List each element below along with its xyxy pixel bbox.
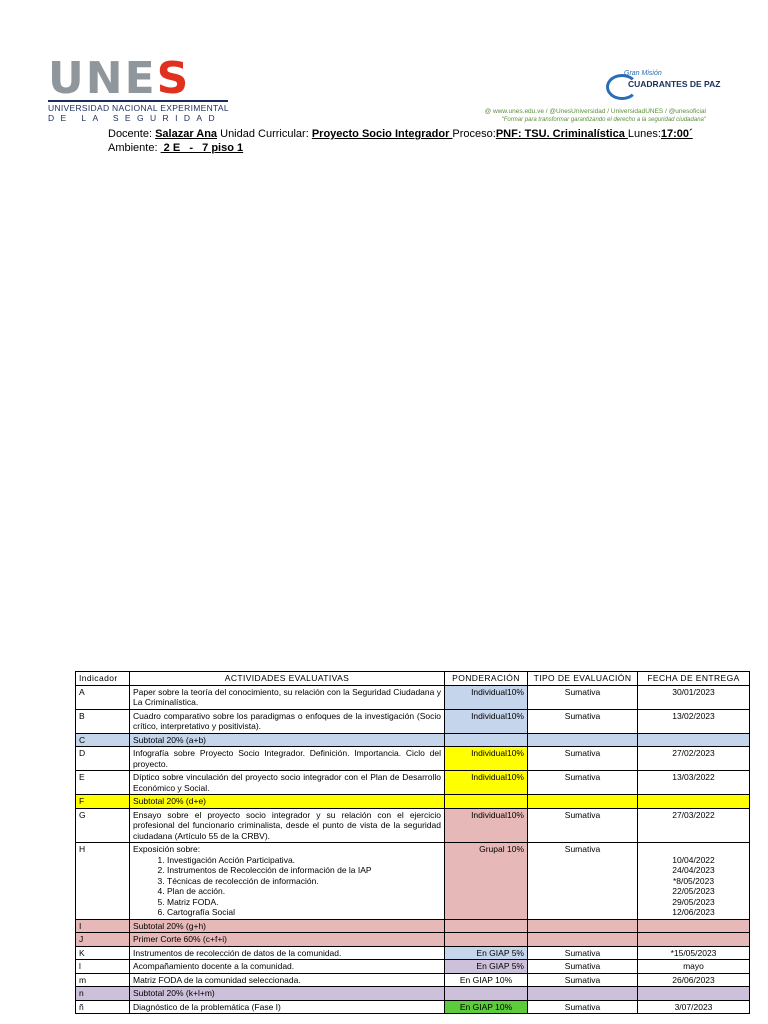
cell-actividad: Subtotal 20% (d+e)	[130, 795, 445, 809]
cell-tipo: Sumativa	[528, 946, 638, 960]
ambiente-value: 2 E - 7 piso 1	[160, 142, 244, 154]
cuadrantes-de-paz-logo	[606, 66, 721, 98]
cell-actividad: Instrumentos de recolección de datos de la comunidad.	[130, 946, 445, 960]
cell-actividad: Acompañamiento docente a la comunidad.	[130, 960, 445, 974]
subtotal-row	[76, 795, 750, 809]
cell-actividad: Diagnóstico de la problemática (Fase I)	[130, 1000, 445, 1014]
evaluation-table	[75, 671, 750, 1014]
unidad-value: Proyecto Socio Integrador	[311, 128, 453, 140]
subtotal-row	[76, 987, 750, 1001]
cell-ponderacion: Individual10%	[445, 709, 528, 733]
table-row	[76, 771, 750, 795]
logo-letter-s: S	[156, 53, 191, 104]
cell-indicador: C	[76, 733, 130, 747]
cell-tipo: Sumativa	[528, 685, 638, 709]
cell-indicador: B	[76, 709, 130, 733]
cell-indicador: A	[76, 685, 130, 709]
logo-cuadrantes: CUADRANTES DE PAZ	[628, 79, 721, 89]
ambiente-label: Ambiente:	[108, 142, 161, 154]
cell-actividad: Subtotal 20% (a+b)	[130, 733, 445, 747]
lunes-value: 17:00´	[660, 128, 693, 140]
cell-actividad: Subtotal 20% (k+l+m)	[130, 987, 445, 1001]
cell-fecha: 27/03/2022	[638, 808, 750, 843]
date-item: *8/05/2023	[672, 875, 715, 886]
table-row	[76, 960, 750, 974]
exposicion-list	[133, 855, 441, 918]
cell-actividad: Subtotal 20% (g+h)	[130, 919, 445, 933]
cell-indicador: D	[76, 747, 130, 771]
table-row	[76, 808, 750, 843]
exposicion-title: Exposición sobre:	[133, 844, 201, 854]
logo-letter-e: E	[124, 53, 157, 104]
cell-fecha: *15/05/2023	[638, 946, 750, 960]
cell-fecha: 26/06/2023	[638, 973, 750, 987]
cell-ponderacion: En GIAP 5%	[445, 960, 528, 974]
cell-ponderacion: Individual10%	[445, 747, 528, 771]
date-item: 24/04/2023	[672, 865, 715, 875]
cell-tipo: Sumativa	[528, 771, 638, 795]
table-row	[76, 709, 750, 733]
list-item: 2. Instrumentos de Recolección de información de la IAP	[167, 865, 441, 876]
subtotal-row	[76, 733, 750, 747]
date-item: 22/05/2023	[672, 886, 715, 896]
cell-ponderacion: En GIAP 10%	[445, 1000, 528, 1014]
cell-ponderacion: En GIAP 10%	[445, 973, 528, 987]
unes-logo-wordmark	[48, 53, 228, 104]
cell-fecha: 3/07/2023	[638, 1000, 750, 1014]
cell-actividad: Cuadro comparativo sobre los paradigmas o enfoques de la investigación (Socio crítico, interpretativo y positivista).	[130, 709, 445, 733]
list-item: 1. Investigación Acción Participativa.	[167, 855, 441, 866]
cell-indicador: n	[76, 987, 130, 1001]
cell-fecha: 13/02/2023	[638, 709, 750, 733]
cell-ponderacion: Individual10%	[445, 808, 528, 843]
docente-value: Salazar Ana	[155, 128, 218, 140]
cell-actividad: Matriz FODA de la comunidad seleccionada.	[130, 973, 445, 987]
cell-fecha: 30/01/2023	[638, 685, 750, 709]
cell-ponderacion: En GIAP 5%	[445, 946, 528, 960]
cell-indicador: F	[76, 795, 130, 809]
table-row	[76, 843, 750, 920]
header-fecha: FECHA DE ENTREGA	[638, 672, 750, 686]
unes-logo	[48, 53, 229, 123]
table-row	[76, 1000, 750, 1014]
date-item: 10/04/2022	[672, 854, 715, 865]
logo-gran-mision: Gran Misión	[624, 70, 662, 77]
cell-indicador: H	[76, 843, 130, 920]
proceso-label: Proceso:	[452, 128, 496, 140]
cell-actividad: Paper sobre la teoría del conocimiento, su relación con la Seguridad Ciudadana y La Criminalística.	[130, 685, 445, 709]
cell-tipo: Sumativa	[528, 709, 638, 733]
logo-university-subtitle: DE LA SEGURIDAD	[48, 113, 221, 123]
cell-tipo: Sumativa	[528, 808, 638, 843]
table-row	[76, 973, 750, 987]
cell-fecha: mayo	[638, 960, 750, 974]
cell-indicador: E	[76, 771, 130, 795]
table-row	[76, 747, 750, 771]
table-row	[76, 685, 750, 709]
cell-indicador: K	[76, 946, 130, 960]
logo-university-name: UNIVERSIDAD NACIONAL EXPERIMENTAL	[48, 100, 228, 113]
lunes-label: Lunes:	[627, 128, 661, 140]
cell-indicador: m	[76, 973, 130, 987]
cell-indicador: l	[76, 960, 130, 974]
list-item: 4. Plan de acción.	[167, 886, 441, 897]
header-ponderacion: PONDERACIÓN	[445, 672, 528, 686]
cell-fecha: 13/03/2022	[638, 771, 750, 795]
slogan: "Formar para transformar garantizando el derecho a la seguridad ciudadana"	[501, 117, 706, 123]
subtotal-row	[76, 919, 750, 933]
cell-actividad: Primer Corte 60% (c+f+i)	[130, 933, 445, 947]
header-line-1	[108, 128, 693, 140]
cell-tipo: Sumativa	[528, 973, 638, 987]
unidad-label: Unidad Curricular:	[217, 128, 312, 140]
cell-indicador: ñ	[76, 1000, 130, 1014]
cell-indicador: G	[76, 808, 130, 843]
cell-tipo: Sumativa	[528, 960, 638, 974]
list-item: 5. Matriz FODA.	[167, 897, 441, 908]
cell-actividad: Ensayo sobre el proyecto socio integrador y su relación con el ejercicio profesional del funcionario criminalista, desde el punto de vista de la seguridad ciudadana (Artículo 55 de la CRBV).	[130, 808, 445, 843]
cell-ponderacion: Individual10%	[445, 685, 528, 709]
corte-row	[76, 933, 750, 947]
cell-actividad	[130, 843, 445, 920]
social-links: @ www.unes.edu.ve / @UnesUniversidad / UniversidadUNES / @unesoficial	[484, 108, 706, 115]
cell-actividad: Díptico sobre vinculación del proyecto socio integrador con el Plan de Desarrollo Económico y Social.	[130, 771, 445, 795]
logo-letter-u: U	[48, 53, 86, 104]
list-item: 3. Técnicas de recolección de información.	[167, 876, 441, 887]
header-tipo: TIPO DE EVALUACIÓN	[528, 672, 638, 686]
docente-label: Docente:	[108, 128, 156, 140]
cell-ponderacion: Grupal 10%	[445, 843, 528, 920]
logo-letter-n: N	[85, 53, 125, 104]
cell-tipo: Sumativa	[528, 1000, 638, 1014]
cell-ponderacion: Individual10%	[445, 771, 528, 795]
proceso-value: PNF: TSU. Criminalística	[495, 128, 628, 140]
cell-tipo: Sumativa	[528, 843, 638, 920]
cell-fecha: 27/02/2023	[638, 747, 750, 771]
date-item: 12/06/2023	[672, 907, 715, 917]
table-header-row	[76, 672, 750, 686]
date-item: 29/05/2023	[672, 896, 715, 907]
cell-tipo: Sumativa	[528, 747, 638, 771]
header-actividades: ACTIVIDADES EVALUATIVAS	[130, 672, 445, 686]
cell-fecha	[638, 843, 750, 920]
list-item: 6. Cartografía Social	[167, 907, 441, 918]
header-indicador: Indicador	[76, 672, 130, 686]
table-row	[76, 946, 750, 960]
cell-actividad: Infografía sobre Proyecto Socio Integrador. Definición. Importancia. Ciclo del proyecto.	[130, 747, 445, 771]
cell-indicador: J	[76, 933, 130, 947]
cell-indicador: I	[76, 919, 130, 933]
header-line-2	[108, 142, 243, 154]
